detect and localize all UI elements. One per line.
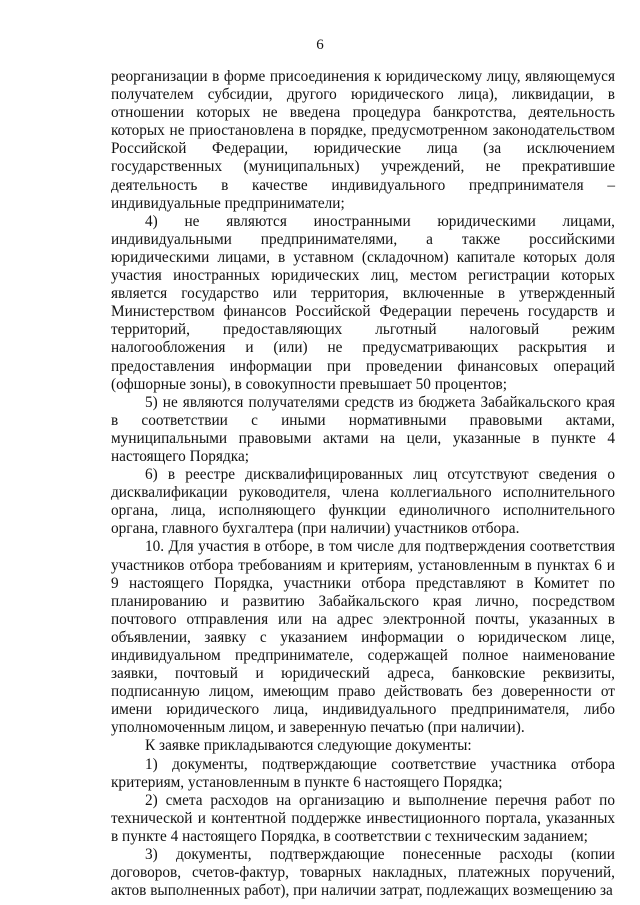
paragraph-attached-documents-intro: К заявке прикладываются следующие документы:	[145, 737, 472, 755]
paragraph-item-5-budget-recipients: 5) не являются получателями средств из бюджета Забайкальского края в соответствии с иными нормативными правовыми актами, муниципальными правовыми актами на цели, указанные в пункте 4 настоящего Порядка;	[111, 393, 615, 465]
paragraph-document-1-compliance: 1) документы, подтверждающие соответствие участника отбора критериям, установленным в пункте 6 настоящего Порядка;	[111, 755, 615, 791]
paragraph-section-10-application: 10. Для участия в отборе, в том числе для подтверждения соответствия участников отбора требованиям и критериям, установленным в пунктах 6 и 9 настоящего Порядка, участники отбора представляют в Комитет по планированию и развитию Забайкальского края лично, посредством почтового отправления или на адрес электронной почты, указанных в объявлении, заявку с указанием информации о юридическом лице, индивидуальном предпринимателе, содержащей полное наименование заявки, почтовый и юридический адреса, банковские реквизиты, подписанную лицом, имеющим право действовать без доверенности от имени юридического лица, индивидуального предпринимателя, либо уполномоченным лицом, и заверенную печатью (при наличии).	[111, 538, 615, 737]
paragraph-item-4-foreign-entities: 4) не являются иностранными юридическими лицами, индивидуальными предпринимателями, а также российскими юридическими лицами, в уставном (складочном) капитале которых доля участия иностранных юридических лиц, местом регистрации которых является государство или территория, включенные в утвержденный Министерством финансов Российской Федерации перечень государств и территорий, предоставляющих льготный налоговый режим налогообложения и (или) не предусматривающих раскрытия и предоставления информации при проведении финансовых операций (офшорные зоны), в совокупности превышает 50 процентов;	[111, 212, 615, 393]
paragraph-reorganization-continuation: реорганизации в форме присоединения к юридическому лицу, являющемуся получателем субсидии, другого юридического лица), ликвидации, в отношении которых не введена процедура банкротства, деятельность которых не приостановлена в порядке, предусмотренном законодательством Российской Федерации, юридические лица (за исключением государственных (муниципальных) учреждений, не прекратившие деятельность в качестве индивидуального предпринимателя – индивидуальные предприниматели;	[111, 68, 615, 212]
document-body	[111, 68, 615, 900]
page-number: 6	[316, 37, 324, 53]
paragraph-document-3-expenses: 3) документы, подтверждающие понесенные расходы (копии договоров, счетов-фактур, товарных накладных, платежных поручений, актов выполненных работ), при наличии затрат, подлежащих возмещению за	[111, 846, 615, 900]
paragraph-item-6-disqualified-persons: 6) в реестре дисквалифицированных лиц отсутствуют сведения о дисквалификации руководителя, члена коллегиального исполнительного органа, лица, исполняющего функции единоличного исполнительного органа, главного бухгалтера (при наличии) участников отбора.	[111, 466, 615, 538]
paragraph-document-2-cost-estimate: 2) смета расходов на организацию и выполнение перечня работ по технической и контентной поддержке инвестиционного портала, указанных в пункте 4 настоящего Порядка, в соответствии с техническим заданием;	[111, 791, 615, 845]
